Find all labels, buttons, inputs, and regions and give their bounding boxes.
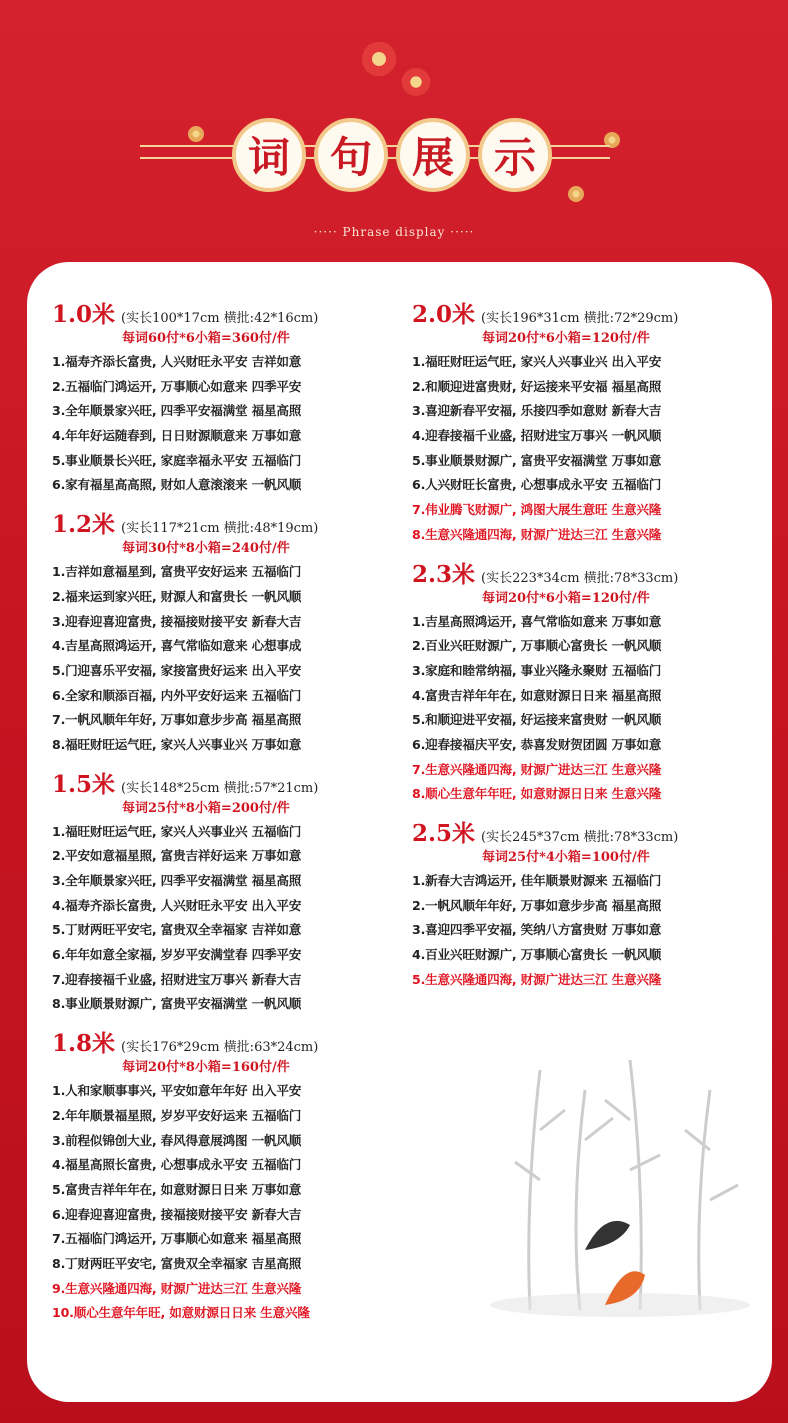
section-header	[52, 506, 392, 538]
size-label: 1.0米	[52, 301, 116, 328]
phrase-item: 5.门迎喜乐平安福, 家接富贵好运来 出入平安	[52, 662, 302, 678]
pack-info: 每词20付*6小箱=120付/件	[482, 331, 650, 346]
phrase-item: 3.全年顺景家兴旺, 四季平安福满堂 福星高照	[52, 873, 302, 888]
pack-info: 每词25付*4小箱=100付/件	[482, 850, 650, 865]
section-header	[412, 815, 757, 847]
size-spec: (实长245*37cm 横批:78*33cm)	[481, 830, 679, 845]
header	[0, 0, 788, 260]
title-char: 展	[396, 118, 470, 192]
section-header	[52, 1025, 392, 1057]
size-section	[52, 766, 392, 1018]
phrase-item: 5.富贵吉祥年年在, 如意财源日日来 万事如意	[52, 1181, 302, 1197]
size-spec: (实长176*29cm 横批:63*24cm)	[121, 1040, 319, 1056]
phrase-item: 2.五福临门鸿运开, 万事顺心如意来 四季平安	[52, 378, 302, 394]
size-spec: (实长223*34cm 横批:78*33cm)	[481, 570, 679, 586]
flower-icon	[402, 68, 430, 96]
phrase-item: 2.一帆风顺年年好, 万事如意步步高 福星高照	[412, 897, 662, 913]
size-label: 2.5米	[412, 820, 476, 847]
phrase-item: 5.事业顺景财源广, 富贵平安福满堂 万事如意	[412, 452, 662, 468]
phrase-item: 5.事业顺景长兴旺, 家庭幸福永平安 五福临门	[52, 452, 302, 468]
phrase-item: 8.丁财两旺平安宅, 富贵双全幸福家 吉星高照	[52, 1255, 302, 1271]
page-title	[232, 118, 562, 198]
phrase-item: 3.喜迎四季平安福, 笑纳八方富贵财 万事如意	[412, 922, 662, 938]
section-header	[412, 296, 757, 328]
phrase-item: 5.和顺迎进平安福, 好运接来富贵财 一帆风顺	[412, 712, 662, 728]
phrase-item: 1.福寿齐添长富贵, 人兴财旺永平安 吉祥如意	[52, 354, 302, 369]
size-label: 1.2米	[52, 511, 116, 539]
phrase-item: 9.生意兴隆通四海, 财源广进达三江 生意兴隆	[52, 1280, 302, 1296]
phrase-item: 8.福旺财旺运气旺, 家兴人兴事业兴 万事如意	[52, 736, 302, 752]
page-subtitle: ····· Phrase display ·····	[313, 225, 475, 239]
phrase-item: 4.吉星高照鸿运开, 喜气常临如意来 心想事成	[52, 638, 302, 654]
size-spec: (实长148*25cm 横批:57*21cm)	[121, 780, 319, 796]
phrase-item: 1.福旺财旺运气旺, 家兴人兴事业兴 出入平安	[412, 354, 662, 369]
phrase-item: 6.迎春接福庆平安, 恭喜发财贺团圆 万事如意	[412, 736, 662, 752]
phrase-item: 1.福旺财旺运气旺, 家兴人兴事业兴 五福临门	[52, 823, 302, 839]
title-char: 示	[478, 118, 552, 192]
phrase-item: 4.福寿齐添长富贵, 人兴财旺永平安 出入平安	[52, 897, 302, 913]
phrase-item: 8.顺心生意年年旺, 如意财源日日来 生意兴隆	[412, 786, 662, 802]
size-spec: (实长117*21cm 横批:48*19cm)	[121, 521, 319, 537]
size-label: 2.3米	[412, 560, 476, 588]
phrase-item: 7.生意兴隆通四海, 财源广进达三江 生意兴隆	[412, 761, 662, 777]
phrase-item: 3.迎春迎喜迎富贵, 接福接财接平安 新春大吉	[52, 613, 302, 629]
phrase-item: 1.新春大吉鸿运开, 佳年顺景财源来 五福临门	[412, 873, 662, 888]
phrase-item: 4.迎春接福千业盛, 招财进宝万事兴 一帆风顺	[412, 428, 662, 444]
phrase-item: 8.生意兴隆通四海, 财源广进达三江 生意兴隆	[412, 526, 662, 542]
phrase-item: 7.伟业腾飞财源广, 鸿图大展生意旺 生意兴隆	[412, 502, 662, 518]
right-column	[412, 296, 757, 1000]
phrase-item: 1.吉星高照鸿运开, 喜气常临如意来 万事如意	[412, 613, 662, 629]
phrase-item: 6.年年如意全家福, 岁岁平安满堂春 四季平安	[52, 947, 302, 963]
phrase-item: 2.福来运到家兴旺, 财源人和富贵长 一帆风顺	[52, 588, 302, 604]
phrase-item: 4.富贵吉祥年年在, 如意财源日日来 福星高照	[412, 687, 662, 703]
flower-icon	[188, 126, 204, 142]
left-column	[52, 296, 392, 1334]
size-label: 2.0米	[412, 301, 476, 328]
pack-info: 每词60付*6小箱=360付/件	[122, 331, 290, 346]
phrase-item: 3.全年顺景家兴旺, 四季平安福满堂 福星高照	[52, 403, 302, 419]
phrase-item: 3.家庭和睦常纳福, 事业兴隆永聚财 五福临门	[412, 662, 662, 678]
section-header	[412, 556, 757, 588]
phrase-item: 5.生意兴隆通四海, 财源广进达三江 生意兴隆	[412, 971, 662, 987]
phrase-item: 2.百业兴旺财源广, 万事顺心富贵长 一帆风顺	[412, 638, 662, 654]
size-label: 1.5米	[52, 770, 116, 798]
size-section	[412, 556, 757, 808]
pack-info: 每词20付*8小箱=160付/件	[122, 1060, 290, 1076]
size-section	[412, 815, 757, 992]
size-section	[52, 296, 392, 498]
phrase-item: 4.福星高照长富贵, 心想事成永平安 五福临门	[52, 1157, 302, 1173]
phrase-item: 1.人和家顺事事兴, 平安如意年年好 出入平安	[52, 1083, 302, 1099]
flower-icon	[568, 186, 584, 202]
phrase-item: 4.百业兴旺财源广, 万事顺心富贵长 一帆风顺	[412, 947, 662, 963]
size-section	[52, 1025, 392, 1326]
size-spec: (实长100*17cm 横批:42*16cm)	[121, 311, 319, 326]
phrase-item: 2.和顺迎进富贵财, 好运接来平安福 福星高照	[412, 378, 662, 394]
phrase-item: 5.丁财两旺平安宅, 富贵双全幸福家 吉祥如意	[52, 922, 302, 938]
size-section	[412, 296, 757, 548]
phrase-item: 10.顺心生意年年旺, 如意财源日日来 生意兴隆	[52, 1305, 310, 1321]
phrase-item: 6.迎春迎喜迎富贵, 接福接财接平安 新春大吉	[52, 1206, 302, 1222]
size-label: 1.8米	[52, 1030, 116, 1058]
phrase-item: 8.事业顺景财源广, 富贵平安福满堂 一帆风顺	[52, 996, 302, 1012]
pack-info: 每词30付*8小箱=240付/件	[122, 541, 290, 557]
flower-icon	[362, 42, 396, 76]
phrase-item: 7.一帆风顺年年好, 万事如意步步高 福星高照	[52, 712, 302, 728]
pack-info: 每词25付*8小箱=200付/件	[122, 800, 290, 816]
phrase-item: 7.迎春接福千业盛, 招财进宝万事兴 新春大吉	[52, 971, 302, 987]
phrase-item: 6.人兴财旺长富贵, 心想事成永平安 五福临门	[412, 477, 662, 493]
phrase-item: 6.全家和顺添百福, 内外平安好运来 五福临门	[52, 687, 302, 703]
phrase-item: 2.平安如意福星照, 富贵吉祥好运来 万事如意	[52, 848, 302, 864]
phrase-item: 3.前程似锦创大业, 春风得意展鸿图 一帆风顺	[52, 1132, 302, 1148]
pack-info: 每词20付*6小箱=120付/件	[482, 590, 650, 606]
section-header	[52, 296, 392, 328]
section-header	[52, 766, 392, 798]
phrase-item: 3.喜迎新春平安福, 乐接四季如意财 新春大吉	[412, 403, 662, 419]
title-char: 词	[232, 118, 306, 192]
title-char: 句	[314, 118, 388, 192]
ink-painting-decoration	[470, 1050, 760, 1320]
phrase-item: 7.五福临门鸿运开, 万事顺心如意来 福星高照	[52, 1231, 302, 1247]
phrase-item: 1.吉祥如意福星到, 富贵平安好运来 五福临门	[52, 564, 302, 580]
phrase-item: 2.年年顺景福星照, 岁岁平安好运来 五福临门	[52, 1107, 302, 1123]
phrase-item: 6.家有福星高高照, 财如人意滚滚来 一帆风顺	[52, 477, 302, 493]
size-spec: (实长196*31cm 横批:72*29cm)	[481, 311, 679, 326]
size-section	[52, 506, 392, 758]
phrase-item: 4.年年好运随春到, 日日财源顺意来 万事如意	[52, 428, 302, 444]
